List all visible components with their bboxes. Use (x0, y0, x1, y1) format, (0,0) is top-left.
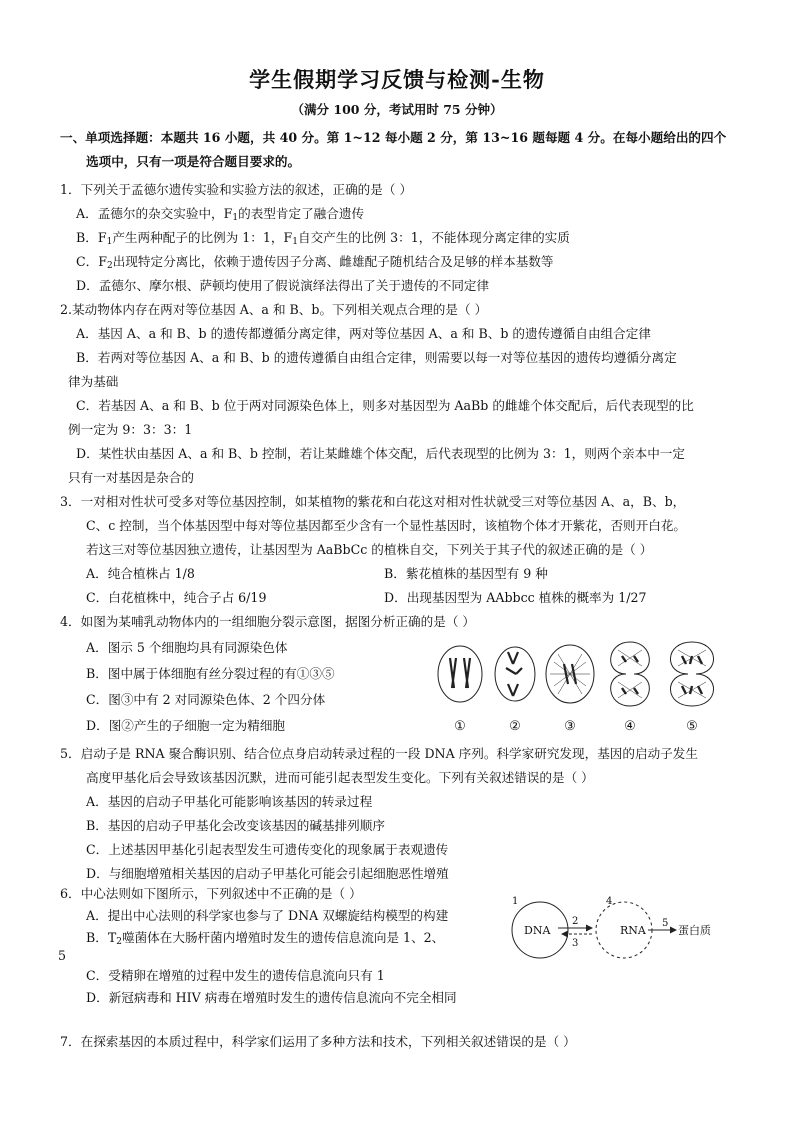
q4-option-b: B．图中属于体细胞有丝分裂过程的有①③⑤ (86, 666, 335, 681)
page-subtitle: （满分 100 分，考试用时 75 分钟） (291, 102, 503, 117)
q2-option-d: D．某性状由基因 A、a 和 B、b 控制，若让某雌雄个体交配，后代表现型的比例为 3：1，则两个亲本中一定 (76, 446, 685, 461)
q3-option-d: D．出现基因型为 AAbbcc 植株的概率为 1/27 (384, 590, 647, 605)
page-title: 学生假期学习反馈与检测-生物 (249, 67, 545, 92)
q3-stem-cont2: 若这三对等位基因独立遗传，让基因型为 AaBbCc 的植株自交，下列关于其子代的叙述正确的是（ ） (86, 542, 653, 557)
q5-option-c: C．上述基因甲基化引起表型发生可遗传变化的现象属于表观遗传 (86, 842, 449, 857)
section-heading: 一、单项选择题：本题共 16 小题，共 40 分。第 1~12 每小题 2 分，第 13~16 题每题 4 分。在每小题给出的四个 (60, 130, 727, 145)
q2-option-a: A．基因 A、a 和 B、b 的遗传都遵循分离定律，两对等位基因 A、a 和 B、b 的遗传遵循自由组合定律 (76, 326, 651, 341)
cell-division-figure (436, 636, 730, 736)
q3-option-a: A．纯合植株占 1/8 (86, 566, 195, 581)
q1-option-a: A．孟德尔的杂交实验中，$F_1$的表型肯定了融合遗传 (76, 206, 365, 223)
q5-option-b: B．基因的启动子甲基化会改变该基因的碱基排列顺序 (86, 818, 385, 833)
q5-option-d: D．与细胞增殖相关基因的启动子甲基化可能会引起细胞恶性增殖 (86, 866, 449, 881)
cell-2-chromosomes (506, 652, 522, 696)
q1-option-d: D．孟德尔、摩尔根、萨顿均使用了假说演绎法得出了关于遗传的不同定律 (76, 278, 490, 293)
q6-option-c: C．受精卵在增殖的过程中发生的遗传信息流向只有 1 (86, 968, 385, 983)
cell-1-chromosomes (450, 658, 470, 688)
cell-label-3: ③ (564, 719, 576, 734)
q3-stem: 3．一对相对性状可受多对等位基因控制，如某植物的紫花和白花这对相对性状就受三对等位基因 A、a，B、b， (60, 494, 686, 509)
section-heading-cont: 选项中，只有一项是符合题目要求的。 (86, 154, 301, 169)
q6-option-b: B．$T_2$噬菌体在大肠杆菌内增殖时发生的遗传信息流向是 1、2、 (86, 930, 445, 947)
q2-option-b-cont: 律为基础 (68, 374, 119, 389)
q1-option-c: C．$F_2$出现特定分离比，依赖于遗传因子分离、雌雄配子随机结合及足够的样本基数等 (76, 254, 554, 271)
q2-option-c-cont: 例一定为 9：3：3：1 (68, 422, 193, 437)
protein-label: 蛋白质 (678, 924, 711, 937)
q4-option-d: D．图②产生的子细胞一定为精细胞 (86, 718, 286, 733)
q5-option-a: A．基因的启动子甲基化可能影响该基因的转录过程 (86, 794, 373, 809)
cell-5-membrane (670, 642, 713, 706)
cell-5-chromosomes (682, 656, 702, 694)
step-5: 5 (662, 918, 669, 929)
q5-stem: 5．启动子是 RNA 聚合酶识别、结合位点身启动转录过程的一段 DNA 序列。科学家研究发现，基因的启动子发生 (60, 746, 698, 761)
rna-label: RNA (620, 924, 646, 937)
q4-option-a: A．图示 5 个细胞均具有同源染色体 (86, 640, 288, 655)
q2-option-d-cont: 只有一对基因是杂合的 (68, 470, 194, 485)
cell-1-membrane (438, 646, 482, 702)
q3-option-b: B．紫花植株的基因型有 9 种 (384, 566, 548, 581)
q6-option-b-cont: 5 (58, 948, 67, 963)
cell-label-1: ① (454, 719, 466, 734)
q3-option-c: C．白花植株中，纯合子占 6/19 (86, 590, 267, 605)
q3-stem-cont1: C、c 控制，当个体基因型中每对等位基因都至少含有一个显性基因时，该植物个体才开紫花，否则开白花。 (86, 518, 687, 533)
q2-option-b: B．若两对等位基因 A、a 和 B、b 的遗传遵循自由组合定律，则需要以每一对等位基因的遗传均遵循分离定 (76, 350, 677, 365)
cell-label-2: ② (509, 719, 521, 734)
step-1: 1 (512, 896, 519, 907)
cell-label-5: ⑤ (686, 719, 698, 734)
q6-option-d: D．新冠病毒和 HIV 病毒在增殖时发生的遗传信息流向不完全相同 (86, 990, 457, 1005)
q1-option-b: B．$F_1$产生两种配子的比例为 1：1，$F_1$自交产生的比例 3：1，不能体现分离定律的实质 (76, 230, 570, 247)
q6-option-a: A．提出中心法则的科学家也参与了 DNA 双螺旋结构模型的构建 (86, 908, 449, 923)
cell-4-membrane (611, 642, 650, 706)
q5-stem-cont: 高度甲基化后会导致该基因沉默，进而可能引起表型发生变化。下列有关叙述错误的是（ ） (86, 770, 594, 785)
q1-stem: 1．下列关于孟德尔遗传实验和实验方法的叙述，正确的是（ ） (60, 182, 413, 197)
cell-3-spindle (550, 654, 590, 694)
q4-stem: 4．如图为某哺乳动物体内的一组细胞分裂示意图，据图分析正确的是（ ） (60, 614, 476, 629)
q7-stem: 7．在探索基因的本质过程中，科学家们运用了多种方法和技术，下列相关叙述错误的是（ ） (60, 1034, 576, 1049)
step-2: 2 (572, 916, 579, 927)
cell-label-4: ④ (624, 719, 636, 734)
q4-option-c: C．图③中有 2 对同源染色体、2 个四分体 (86, 692, 326, 707)
dna-label: DNA (524, 924, 551, 937)
q6-stem: 6．中心法则如下图所示，下列叙述中不正确的是（ ） (60, 886, 362, 901)
q2-stem: 2.某动物体内存在两对等位基因 A、a 和 B、b。下列相关观点合理的是（ ） (60, 302, 488, 317)
step-3: 3 (572, 938, 579, 949)
central-dogma-diagram (496, 892, 718, 964)
q2-option-c: C．若基因 A、a 和 B、b 位于两对同源染色体上，则多对基因型为 AaBb 的雌雄个体交配后，后代表现型的比 (76, 398, 694, 413)
step-4: 4 (606, 896, 613, 907)
